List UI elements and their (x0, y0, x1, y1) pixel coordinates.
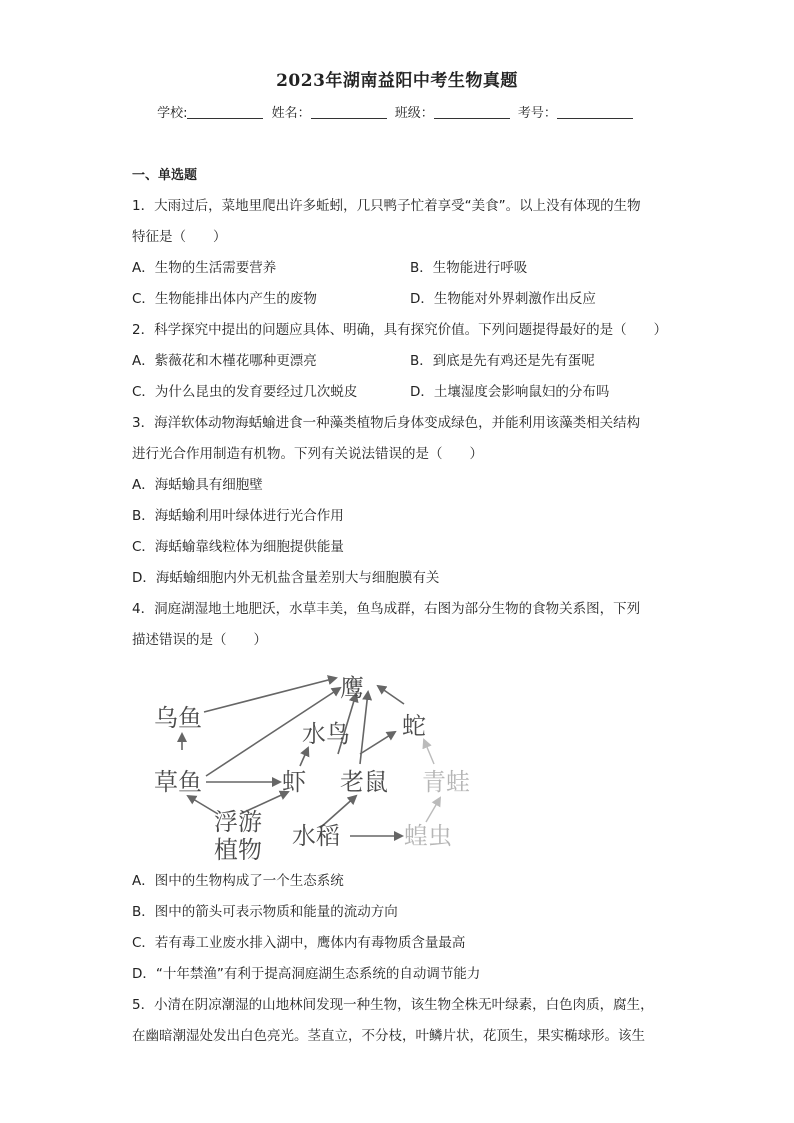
option-b[interactable]: B．生物能进行呼吸 (410, 260, 528, 276)
option-row (132, 377, 662, 408)
question-stem-line: 2．科学探究中提出的问题应具体、明确，具有探究价值。下列问题提得最好的是（ ） (132, 322, 668, 338)
organism-plankton-line2: 植物 (214, 836, 262, 864)
organism-frog: 青蛙 (422, 768, 470, 796)
exam-number-field: 考号： (518, 102, 637, 121)
option-a[interactable]: A．图中的生物构成了一个生态系统 (132, 873, 344, 889)
option-d[interactable]: D．“十年禁渔”有利于提高洞庭湖生态系统的自动调节能力 (132, 966, 481, 982)
arrow-frog-snake (424, 740, 434, 764)
option-a[interactable]: A．海蛞蝓具有细胞壁 (132, 477, 263, 493)
question-stem-line: 描述错误的是（ ） (132, 632, 267, 648)
question-stem-line: 4．洞庭湖湿地土地肥沃，水草丰美，鱼鸟成群，右图为部分生物的食物关系图，下列 (132, 601, 641, 617)
option-row (132, 284, 662, 315)
option-a[interactable]: A．紫薇花和木槿花哪种更漂亮 (132, 353, 317, 369)
class-blank[interactable] (434, 105, 510, 119)
name-field: 姓名： (272, 102, 391, 121)
option-c[interactable]: C．生物能排出体内产生的废物 (132, 291, 317, 307)
food-web-figure (140, 664, 480, 864)
organism-blackfish: 乌鱼 (154, 704, 202, 732)
question-list (132, 160, 668, 1052)
option-d[interactable]: D．生物能对外界刺激作出反应 (410, 291, 596, 307)
option-row (132, 253, 662, 284)
student-info-line (0, 102, 794, 121)
exam-number-blank[interactable] (557, 105, 633, 119)
question-1 (132, 191, 662, 315)
option-c[interactable]: C．若有毒工业废水排入湖中，鹰体内有毒物质含量最高 (132, 935, 466, 951)
organism-waterbird: 水鸟 (302, 720, 350, 748)
arrow-blackfish-eagle (204, 678, 336, 712)
option-d[interactable]: D．土壤湿度会影响鼠妇的分布吗 (410, 384, 610, 400)
organism-mouse: 老鼠 (340, 768, 388, 796)
option-d[interactable]: D．海蛞蝓细胞内外无机盐含量差别大与细胞膜有关 (132, 570, 440, 586)
organism-grasscarp: 草鱼 (154, 768, 202, 796)
question-2 (132, 315, 668, 408)
section-heading: 一、单选题 (132, 168, 198, 183)
question-3 (132, 408, 662, 594)
option-b[interactable]: B．海蛞蝓利用叶绿体进行光合作用 (132, 508, 344, 524)
question-stem-line: 1．大雨过后，菜地里爬出许多蚯蚓，几只鸭子忙着享受“美食”。以上没有体现的生物 (132, 198, 641, 214)
question-stem-line: 在幽暗潮湿处发出白色亮光。茎直立，不分枝，叶鳞片状，花顶生，果实椭球形。该生 (132, 1028, 645, 1044)
option-b[interactable]: B．到底是先有鸡还是先有蛋呢 (410, 353, 595, 369)
option-b[interactable]: B．图中的箭头可表示物质和能量的流动方向 (132, 904, 398, 920)
option-c[interactable]: C．为什么昆虫的发育要经过几次蜕皮 (132, 384, 358, 400)
option-row (132, 346, 662, 377)
food-web-diagram (140, 664, 480, 864)
question-stem-line: 进行光合作用制造有机物。下列有关说法错误的是（ ） (132, 446, 483, 462)
arrow-mouse-snake (360, 732, 395, 754)
organism-rice: 水稻 (292, 822, 340, 850)
option-c[interactable]: C．海蛞蝓靠线粒体为细胞提供能量 (132, 539, 344, 555)
arrow-locust-frog (426, 798, 440, 822)
organism-shrimp: 虾 (282, 768, 306, 796)
organism-locust: 蝗虫 (404, 822, 452, 850)
option-a[interactable]: A．生物的生活需要营养 (132, 260, 277, 276)
school-blank[interactable] (187, 105, 263, 119)
question-stem-line: 3．海洋软体动物海蛞蝓进食一种藻类植物后身体变成绿色，并能利用该藻类相关结构 (132, 415, 641, 431)
page-title: 2023年湖南益阳中考生物真题 (276, 71, 518, 91)
food-web-labels (154, 674, 470, 864)
class-field: 班级： (395, 102, 514, 121)
question-stem-line: 5．小清在阴凉潮湿的山地林间发现一种生物，该生物全株无叶绿素，白色肉质，腐生， (132, 997, 654, 1013)
arrow-snake-eagle (378, 686, 404, 704)
organism-plankton-line1: 浮游 (214, 808, 262, 836)
name-blank[interactable] (311, 105, 387, 119)
question-stem-line: 特征是（ ） (132, 229, 227, 245)
organism-eagle: 鹰 (340, 674, 364, 702)
school-field: 学校: (157, 102, 267, 121)
question-4 (132, 594, 662, 990)
organism-snake: 蛇 (402, 712, 426, 740)
question-5 (132, 990, 662, 1052)
arrow-waterbird-eagle (360, 692, 368, 764)
arrow-shrimp-waterbird (300, 748, 308, 766)
